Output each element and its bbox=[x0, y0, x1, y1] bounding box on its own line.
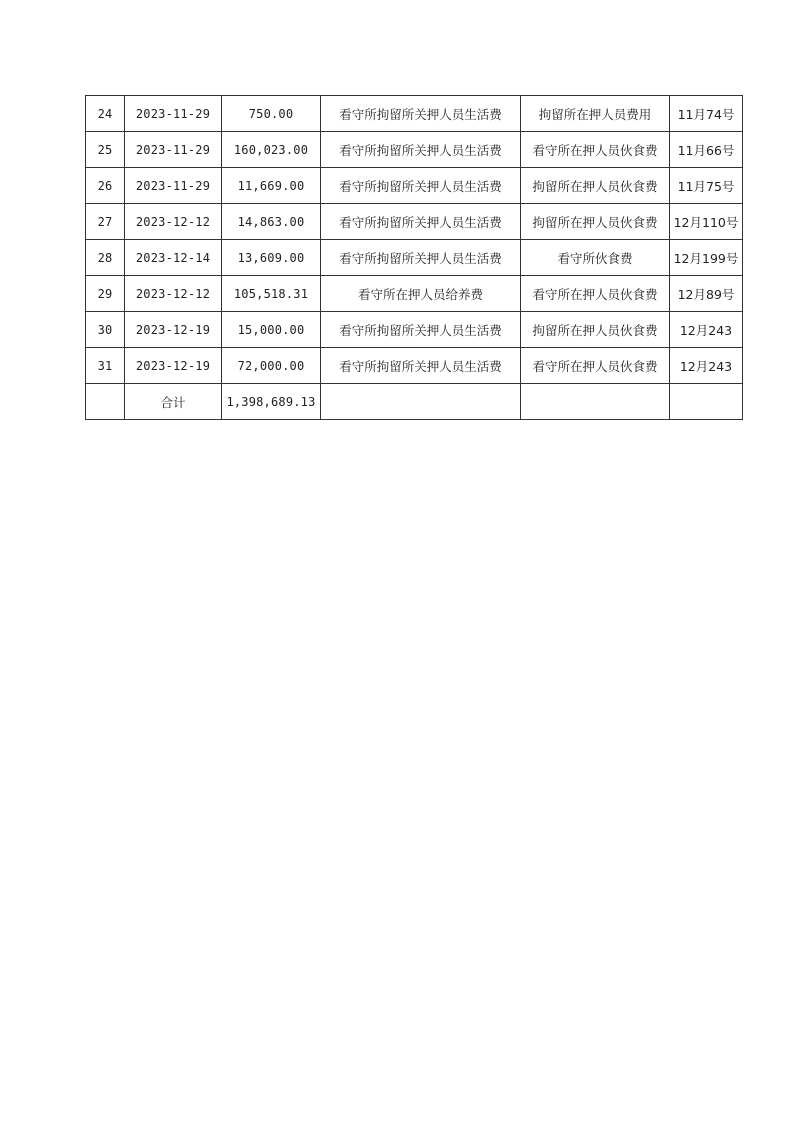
row-category: 看守所在押人员给养费 bbox=[321, 276, 521, 312]
table-row bbox=[86, 204, 743, 240]
row-date: 2023-12-19 bbox=[125, 312, 222, 348]
total-label: 合计 bbox=[125, 384, 222, 420]
table-row bbox=[86, 132, 743, 168]
row-date: 2023-12-12 bbox=[125, 276, 222, 312]
ledger-page bbox=[85, 95, 742, 420]
row-item: 拘留所在押人员伙食费 bbox=[521, 312, 670, 348]
row-voucher-ref: 12月243 bbox=[670, 348, 743, 384]
row-number: 27 bbox=[86, 204, 125, 240]
table-row bbox=[86, 276, 743, 312]
row-category: 看守所拘留所关押人员生活费 bbox=[321, 312, 521, 348]
row-voucher-ref: 12月89号 bbox=[670, 276, 743, 312]
total-empty-cell bbox=[521, 384, 670, 420]
row-date: 2023-11-29 bbox=[125, 96, 222, 132]
expense-table bbox=[85, 95, 743, 420]
row-number: 24 bbox=[86, 96, 125, 132]
table-row bbox=[86, 96, 743, 132]
row-amount: 15,000.00 bbox=[222, 312, 321, 348]
total-row bbox=[86, 384, 743, 420]
row-number: 30 bbox=[86, 312, 125, 348]
total-amount: 1,398,689.13 bbox=[222, 384, 321, 420]
row-category: 看守所拘留所关押人员生活费 bbox=[321, 132, 521, 168]
row-voucher-ref: 12月199号 bbox=[670, 240, 743, 276]
row-number: 28 bbox=[86, 240, 125, 276]
table-row bbox=[86, 348, 743, 384]
row-item: 拘留所在押人员伙食费 bbox=[521, 168, 670, 204]
total-empty-cell bbox=[670, 384, 743, 420]
row-number: 31 bbox=[86, 348, 125, 384]
row-voucher-ref: 11月66号 bbox=[670, 132, 743, 168]
table-row bbox=[86, 168, 743, 204]
row-voucher-ref: 12月243 bbox=[670, 312, 743, 348]
row-amount: 160,023.00 bbox=[222, 132, 321, 168]
row-date: 2023-12-14 bbox=[125, 240, 222, 276]
row-date: 2023-11-29 bbox=[125, 168, 222, 204]
row-item: 看守所在押人员伙食费 bbox=[521, 276, 670, 312]
row-voucher-ref: 11月74号 bbox=[670, 96, 743, 132]
row-category: 看守所拘留所关押人员生活费 bbox=[321, 96, 521, 132]
row-number: 29 bbox=[86, 276, 125, 312]
row-number: 26 bbox=[86, 168, 125, 204]
table-row bbox=[86, 240, 743, 276]
row-date: 2023-12-19 bbox=[125, 348, 222, 384]
row-item: 看守所伙食费 bbox=[521, 240, 670, 276]
row-category: 看守所拘留所关押人员生活费 bbox=[321, 204, 521, 240]
row-voucher-ref: 12月110号 bbox=[670, 204, 743, 240]
table-row bbox=[86, 312, 743, 348]
row-item: 拘留所在押人员伙食费 bbox=[521, 204, 670, 240]
row-amount: 105,518.31 bbox=[222, 276, 321, 312]
row-amount: 13,609.00 bbox=[222, 240, 321, 276]
total-empty-cell bbox=[86, 384, 125, 420]
row-amount: 72,000.00 bbox=[222, 348, 321, 384]
row-amount: 14,863.00 bbox=[222, 204, 321, 240]
row-date: 2023-12-12 bbox=[125, 204, 222, 240]
row-voucher-ref: 11月75号 bbox=[670, 168, 743, 204]
row-number: 25 bbox=[86, 132, 125, 168]
row-date: 2023-11-29 bbox=[125, 132, 222, 168]
row-amount: 750.00 bbox=[222, 96, 321, 132]
row-item: 拘留所在押人员费用 bbox=[521, 96, 670, 132]
row-item: 看守所在押人员伙食费 bbox=[521, 348, 670, 384]
total-empty-cell bbox=[321, 384, 521, 420]
row-category: 看守所拘留所关押人员生活费 bbox=[321, 240, 521, 276]
row-category: 看守所拘留所关押人员生活费 bbox=[321, 168, 521, 204]
row-amount: 11,669.00 bbox=[222, 168, 321, 204]
row-category: 看守所拘留所关押人员生活费 bbox=[321, 348, 521, 384]
row-item: 看守所在押人员伙食费 bbox=[521, 132, 670, 168]
